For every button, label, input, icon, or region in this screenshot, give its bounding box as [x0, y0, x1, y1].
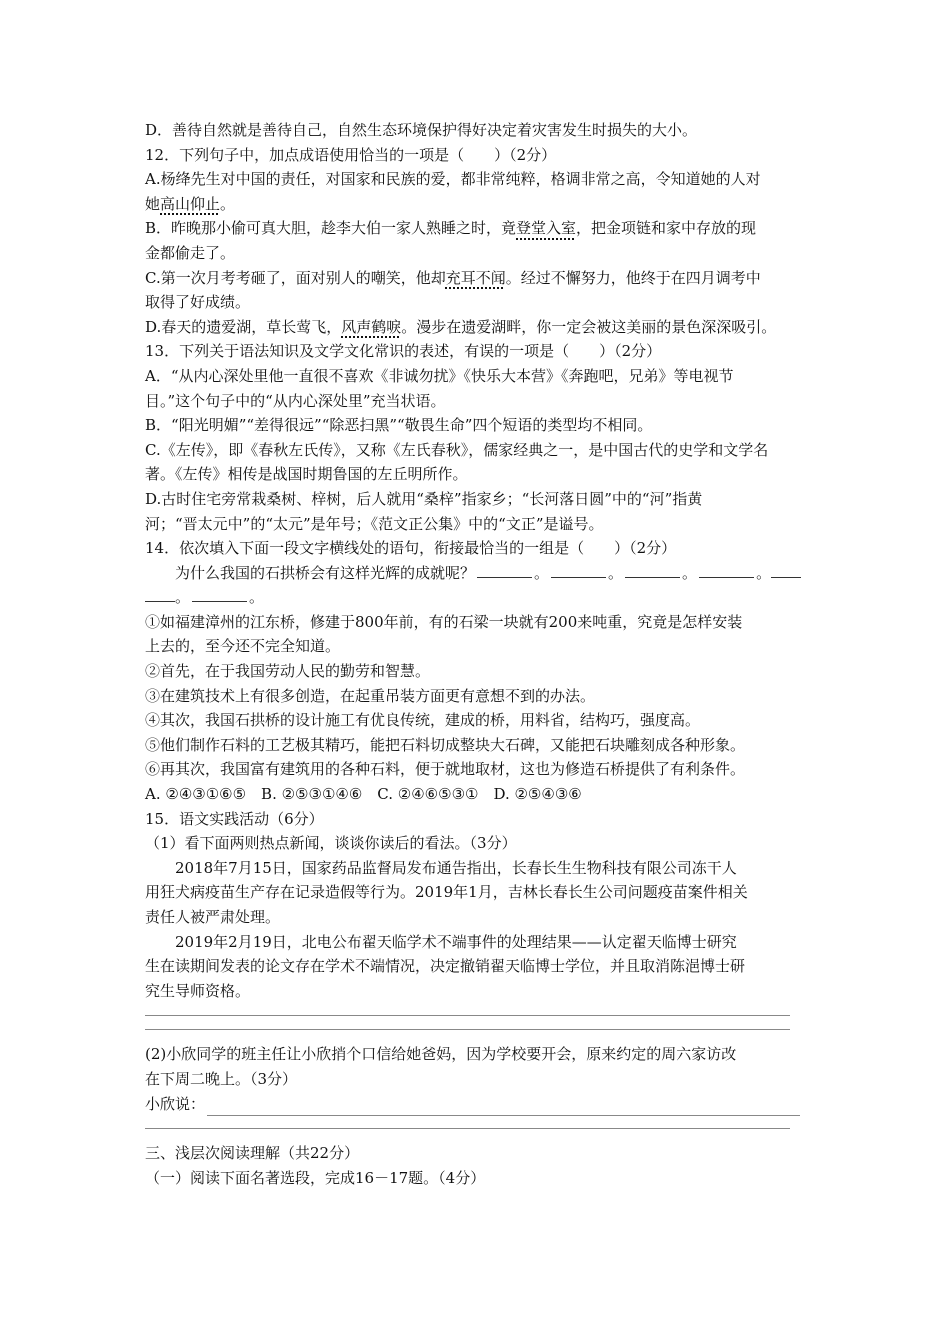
q14-sentence-1-line1: ①如福建漳州的江东桥，修建于800年前，有的石梁一块就有200来吨重，究竟是怎样安装 — [145, 612, 743, 631]
q11-option-d: D．善待自然就是善待自己，自然生态环境保护得好决定着灾害发生时损失的大小。 — [145, 121, 698, 139]
q14-sentence-3: ③在建筑技术上有很多创造，在起重吊装方面更有意想不到的办法。 — [145, 686, 596, 705]
q15-part2-line1: (2)小欣同学的班主任让小欣捎个口信给她爸妈，因为学校要开会，原来约定的周六家访改 — [145, 1045, 737, 1064]
q14-sentence-6: ⑥再其次，我国富有建筑用的各种石料，便于就地取材，这也为修造石桥提供了有利条件。 — [145, 760, 746, 779]
q12-option-c-line2: 取得了好成绩。 — [145, 293, 251, 312]
q14-sentence-2: ②首先，在于我国劳动人民的勤劳和智慧。 — [145, 662, 431, 681]
q13-option-a-line1: A．“从内心深处里他一直很不喜欢《非诚勿扰》《快乐大本营》《奔跑吧，兄弟》等电视节 — [145, 366, 734, 385]
q14-passage-line2: 。 。 — [145, 585, 815, 610]
q15-news2-line1: 2019年2月19日，北电公布翟天临学术不端事件的处理结果——认定翟天临博士研究 — [175, 932, 737, 951]
q15-part2-line2: 在下周二晚上。（3分） — [145, 1069, 298, 1088]
q15-part1-stem: （1）看下面两则热点新闻，谈谈你读后的看法。（3分） — [145, 834, 517, 853]
section3-subtitle: （一）阅读下面名著选段，完成16－17题。（4分） — [145, 1168, 486, 1187]
q15-news1-line1: 2018年7月15日，国家药品监督局发布通告指出，长春长生生物科技有限公司冻干人 — [175, 858, 737, 877]
q12-option-a-line2: 她高山仰止。 — [145, 194, 236, 213]
fill-blank[interactable] — [551, 563, 606, 578]
q15-xiaoxin-says — [145, 1092, 815, 1117]
q14-sentence-1-line2: 上去的，至今还不完全知道。 — [145, 637, 341, 656]
q15-news1-line3: 责任人被严肃处理。 — [145, 908, 281, 926]
q13-option-d-line1: D.古时住宅旁常栽桑树、梓树，后人就用“桑梓”指家乡；“长河落日圆”中的“河”指黄 — [145, 489, 703, 508]
q13-option-c-line1: C.《左传》，即《春秋左氏传》，又称《左氏春秋》，儒家经典之一，是中国古代的史学和文学名 — [145, 440, 769, 459]
dotted-idiom-d: 风声鹤唳 — [341, 317, 402, 336]
q15-title: 15．语文实践活动（6分） — [145, 809, 324, 828]
dotted-idiom-b: 登堂入室 — [516, 219, 577, 238]
q12-option-d: D.春天的遗爱湖，草长莺飞，风声鹤唳。漫步在遗爱湖畔，你一定会被这美丽的景色深深吸引。 — [145, 317, 777, 336]
q14-passage-line1: 为什么我国的石拱桥会有这样光辉的成就呢？ 。 。 。 。 — [145, 561, 815, 586]
dotted-idiom-a: 高山仰止 — [160, 194, 221, 213]
q13-option-d-line2: 河；“晋太元中”的“太元”是年号；《范文正公集》中的“文正”是谥号。 — [145, 514, 604, 533]
answer-line[interactable] — [207, 1099, 800, 1116]
q13-option-a-line2: 目。”这个句子中的“从内心深处里”充当状语。 — [145, 391, 446, 410]
q12-stem: 12．下列句子中，加点成语使用恰当的一项是（ ）（2分） — [145, 145, 557, 164]
fill-blank[interactable] — [625, 563, 680, 578]
q12-option-c-line1: C.第一次月考考砸了，面对别人的嘲笑，他却充耳不闻。经过不懈努力，他终于在四月调考中 — [145, 268, 761, 287]
fill-blank[interactable] — [771, 563, 801, 578]
fill-blank[interactable] — [477, 563, 532, 578]
q14-sentence-4: ④其次，我国石拱桥的设计施工有优良传统，建成的桥，用料省，结构巧，强度高。 — [145, 711, 701, 730]
fill-blank[interactable] — [145, 587, 175, 602]
section3-title: 三、浅层次阅读理解（共22分） — [145, 1144, 360, 1163]
q14-stem: 14．依次填入下面一段文字横线处的语句，衔接最恰当的一组是（ ）（2分） — [145, 539, 677, 558]
q14-options: A. ②④③①⑥⑤ B. ②⑤③①④⑥ C. ②④⑥⑤③① D. ②⑤④③⑥ — [145, 785, 582, 804]
q15-news2-line3: 究生导师资格。 — [145, 981, 251, 1000]
q12-option-b-line2: 金都偷走了。 — [145, 243, 236, 262]
q13-option-b: B．“阳光明媚”“差得很远”“除恶扫黑”“敬畏生命”四个短语的类型均不相同。 — [145, 416, 653, 435]
fill-blank[interactable] — [192, 587, 247, 602]
dotted-idiom-c: 充耳不闻 — [445, 268, 506, 287]
answer-line[interactable] — [145, 1014, 790, 1016]
q13-stem: 13．下列关于语法知识及文学文化常识的表述，有误的一项是（ ）（2分） — [145, 342, 662, 361]
q15-news2-line2: 生在读期间发表的论文存在学术不端情况，决定撤销翟天临博士学位，并且取消陈浥博士研 — [145, 957, 746, 976]
q12-option-b-line1: B．昨晚那小偷可真大胆，趁李大伯一家人熟睡之时，竟登堂入室，把金项链和家中存放的现 — [145, 219, 757, 238]
fill-blank[interactable] — [699, 563, 754, 578]
q15-news1-line2: 用狂犬病疫苗生产存在记录造假等行为。2019年1月，吉林长春长生公司问题疫苗案件相关 — [145, 883, 748, 902]
answer-line[interactable] — [145, 1127, 790, 1129]
q14-sentence-5: ⑤他们制作石料的工艺极其精巧，能把石料切成整块大石碑，又能把石块雕刻成各种形象。 — [145, 735, 746, 754]
q12-option-a-line1: A.杨绛先生对中国的责任，对国家和民族的爱，都非常纯粹，格调非常之高，令知道她的人对 — [145, 170, 761, 189]
xiaoxin-label: 小欣说： — [145, 1094, 206, 1113]
answer-line[interactable] — [145, 1028, 790, 1030]
q13-option-c-line2: 著。《左传》相传是战国时期鲁国的左丘明所作。 — [145, 465, 468, 484]
exam-page — [145, 118, 815, 1190]
